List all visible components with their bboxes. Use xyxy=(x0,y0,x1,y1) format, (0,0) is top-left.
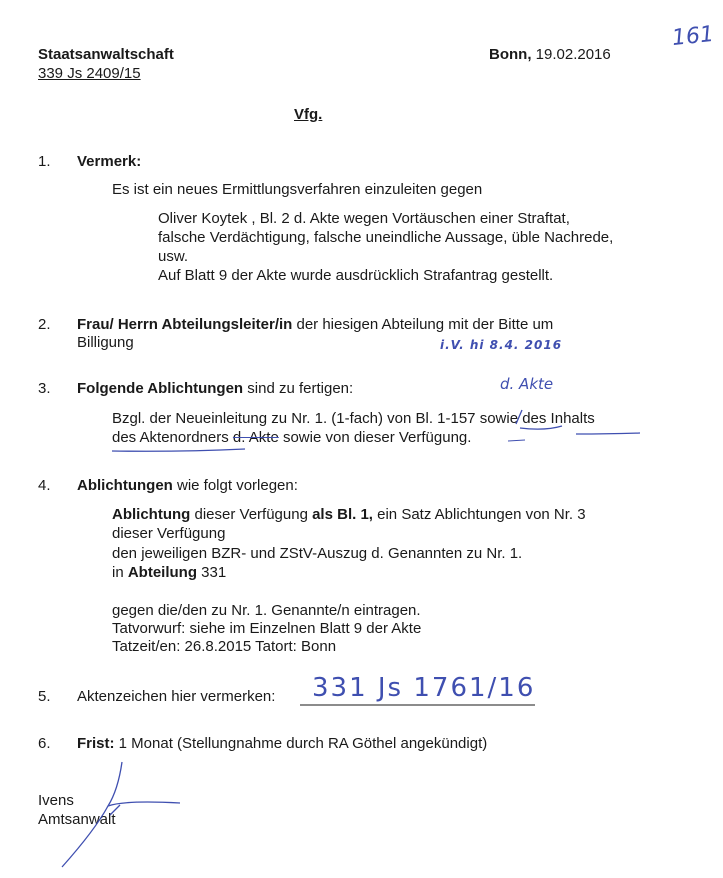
place: Bonn, xyxy=(489,46,532,63)
item-4-p2-line1: gegen die/den zu Nr. 1. Genannte/n eintragen. xyxy=(112,602,421,619)
signature-role: Amtsanwalt xyxy=(38,811,116,828)
signature-stroke xyxy=(62,762,180,867)
underline-stroke xyxy=(112,449,245,451)
item-4-number: 4. xyxy=(38,477,51,494)
item-2-handwritten-approval: i.V. hi 8.4. 2016 xyxy=(440,338,563,352)
item-4-p2-line3: Tatzeit/en: 26.8.2015 Tatort: Bonn xyxy=(112,638,337,655)
item-5-text: Aktenzeichen hier vermerken: xyxy=(77,688,276,705)
item-3-line2-b: sowie von dieser Verfügung. xyxy=(278,429,472,446)
item-4-p1-line3: den jeweiligen BZR- und ZStV-Auszug d. Genannten zu Nr. 1. xyxy=(112,545,523,562)
item-4-p2-line2: Tatvorwurf: siehe im Einzelnen Blatt 9 der Akte xyxy=(112,620,422,637)
item-3-rest: sind zu fertigen: xyxy=(243,380,354,397)
item-1-line: usw. xyxy=(158,248,189,265)
authority-name: Staatsanwaltschaft xyxy=(38,46,174,63)
signature-name: Ivens xyxy=(38,792,74,809)
item-3-handwritten-insert: d. Akte xyxy=(500,375,554,393)
item-3-struck-text: d. Akte xyxy=(232,429,279,446)
item-6-heading: Frist: xyxy=(77,735,115,752)
item-2-rest: der hiesigen Abteilung mit der Bitte um xyxy=(292,316,554,333)
item-2-line2: Billigung xyxy=(77,334,134,351)
item-4-abteilung-number: 331 xyxy=(197,564,227,581)
item-3-number: 3. xyxy=(38,380,51,397)
item-1-number: 1. xyxy=(38,153,51,170)
page-title: Vfg. xyxy=(294,106,323,123)
item-3-line2-a: des Aktenordners xyxy=(112,429,233,446)
underline-stroke xyxy=(576,433,640,434)
item-3-line1: Bzgl. der Neueinleitung zu Nr. 1. (1-fach) von Bl. 1-157 sowie des Inhalts xyxy=(112,410,595,427)
item-4-in: in xyxy=(112,564,128,581)
item-4-p1-line2: dieser Verfügung xyxy=(112,525,226,542)
item-6-rest: 1 Monat (Stellungnahme durch RA Göthel angekündigt) xyxy=(114,735,488,752)
item-3-heading: Folgende Ablichtungen xyxy=(77,380,244,397)
item-4-heading: Ablichtungen xyxy=(77,477,173,494)
item-4-bold-bl1: als Bl. 1, xyxy=(312,506,373,523)
item-1-heading: Vermerk: xyxy=(77,153,142,170)
page-mark: 161 xyxy=(670,21,716,52)
item-4-abteilung: Abteilung xyxy=(127,564,197,581)
item-4-bold-ablichtung: Ablichtung xyxy=(112,506,191,523)
item-4-rest: wie folgt vorlegen: xyxy=(172,477,298,494)
date: 19.02.2016 xyxy=(535,46,611,63)
insertion-mark-stroke xyxy=(516,410,522,424)
item-1-line: Auf Blatt 9 der Akte wurde ausdrücklich Strafantrag gestellt. xyxy=(158,267,554,284)
item-1-intro: Es ist ein neues Ermittlungsverfahren einzuleiten gegen xyxy=(112,181,483,198)
underline-stroke xyxy=(508,440,525,441)
item-6-number: 6. xyxy=(38,735,51,752)
item-4-text2: ein Satz Ablichtungen von Nr. 3 xyxy=(372,506,586,523)
file-number: 339 Js 2409/15 xyxy=(38,65,141,82)
item-1-line: falsche Verdächtigung, falsche uneindliche Aussage, üble Nachrede, xyxy=(158,229,614,246)
item-4-text1: dieser Verfügung xyxy=(190,506,313,523)
item-2-heading: Frau/ Herrn Abteilungsleiter/in xyxy=(77,316,293,333)
item-2-number: 2. xyxy=(38,316,51,333)
item-5-number: 5. xyxy=(38,688,51,705)
item-5-handwritten-file-number: 331 Js 1761/16 xyxy=(312,673,536,703)
underline-stroke xyxy=(520,426,562,429)
item-1-line: Oliver Koytek , Bl. 2 d. Akte wegen Vortäuschen einer Straftat, xyxy=(158,210,570,227)
